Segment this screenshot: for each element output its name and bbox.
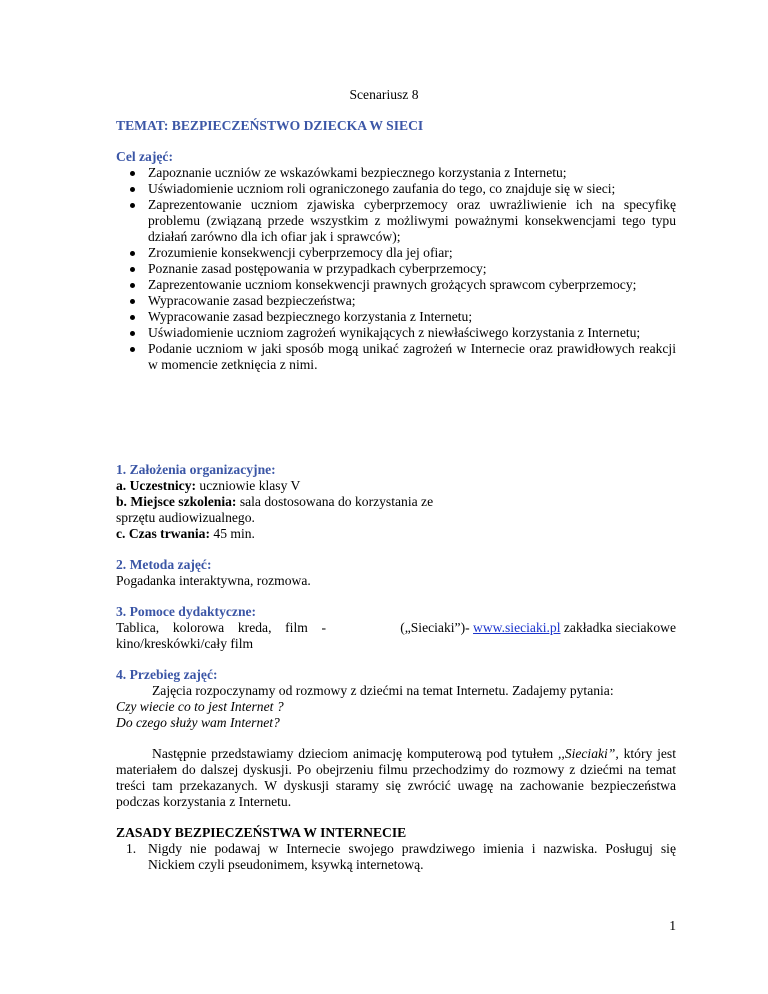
section3-heading: 3. Pomoce dydaktyczne:: [116, 604, 257, 619]
goals-list: [116, 165, 676, 373]
bullet-icon: [130, 171, 135, 176]
section1-item-b: b. Miejsce szkolenia: sala dostosowana do korzystania ze: [116, 494, 434, 509]
section1-heading: 1. Założenia organizacyjne:: [116, 462, 276, 477]
section4-question-1: Czy wiecie co to jest Internet ?: [116, 699, 284, 714]
bullet-icon: [130, 331, 135, 336]
bullet-icon: [130, 283, 135, 288]
bullet-icon: [130, 251, 135, 256]
page-number: 1: [669, 918, 676, 933]
rules-heading: ZASADY BEZPIECZEŃSTWA W INTERNECIE: [116, 825, 407, 840]
section2-heading: 2. Metoda zajęć:: [116, 557, 212, 572]
list-item: Wypracowanie zasad bezpieczeństwa;: [116, 293, 676, 309]
section4-heading: 4. Przebieg zajęć:: [116, 667, 218, 682]
bullet-icon: [130, 347, 135, 352]
section2-text: Pogadanka interaktywna, rozmowa.: [116, 573, 311, 588]
rules-list: [116, 841, 676, 873]
bullet-icon: [130, 315, 135, 320]
list-item: Wypracowanie zasad bezpiecznego korzystania z Internetu;: [116, 309, 676, 325]
list-item: 1. Nigdy nie podawaj w Internecie swojego prawdziwego imienia i nazwiska. Posługuj się Nickiem czyli pseudonimem, ksywką internetową.: [126, 841, 676, 872]
list-item: Uświadomienie uczniom roli ograniczonego zaufania do tego, co znajduje się w sieci;: [116, 181, 676, 197]
list-item: Zapoznanie uczniów ze wskazówkami bezpiecznego korzystania z Internetu;: [116, 165, 676, 181]
bullet-icon: [130, 267, 135, 272]
section4-intro: Zajęcia rozpoczynamy od rozmowy z dziećmi na temat Internetu. Zadajemy pytania:: [152, 683, 614, 698]
section4-question-2: Do czego służy wam Internet?: [116, 715, 280, 730]
section3-right-col: („Sieciaki”)- www.sieciaki.pl zakładka sieciakowe: [400, 620, 676, 635]
section4-paragraph: Następnie przedstawiamy dzieciom animację komputerową pod tytułem ,,Sieciaki”, który jest materiałem do dalszej dyskusji. Po obejrzeniu filmu przechodzimy do rozmowy z dziećmi na temat treści tam przekazanych. W dyskusji staramy się zwrócić uwagę na zachowanie bezpieczeństwa podczas korzystania z Internetu.: [116, 746, 676, 809]
bullet-icon: [130, 203, 135, 208]
bullet-icon: [130, 187, 135, 192]
section1-item-a: a. Uczestnicy: uczniowie klasy V: [116, 478, 301, 493]
list-item: Poznanie zasad postępowania w przypadkach cyberprzemocy;: [116, 261, 676, 277]
list-item: Uświadomienie uczniom zagrożeń wynikających z niewłaściwego korzystania z Internetu;: [116, 325, 676, 341]
list-item: Zaprezentowanie uczniom zjawiska cyberprzemocy oraz uwrażliwienie ich na specyfikę problemu (związaną przede wszystkim z możliwymi poważnymi konsekwencjami tego typu działań zarówno dla ich ofiar jak i sprawców);: [116, 197, 676, 245]
sieciaki-link[interactable]: www.sieciaki.pl: [473, 620, 561, 635]
section1-item-c: c. Czas trwania: 45 min.: [116, 526, 255, 541]
goals-heading: Cel zajęć:: [116, 149, 173, 164]
bullet-icon: [130, 299, 135, 304]
topic-heading: TEMAT: BEZPIECZEŃSTWO DZIECKA W SIECI: [116, 118, 424, 133]
list-item: Zrozumienie konsekwencji cyberprzemocy dla jej ofiar;: [116, 245, 676, 261]
section1-item-b-cont: sprzętu audiowizualnego.: [116, 510, 255, 525]
scenario-title: Scenariusz 8: [349, 87, 419, 102]
section3-left-col: Tablica, kolorowa kreda, film - kino/kreskówki/cały film: [116, 620, 326, 651]
list-item: Zaprezentowanie uczniom konsekwencji prawnych grożących sprawcom cyberprzemocy;: [116, 277, 676, 293]
list-item: Podanie uczniom w jaki sposób mogą unikać zagrożeń w Internecie oraz prawidłowych reakcji w momencie zetknięcia z nimi.: [116, 341, 676, 373]
